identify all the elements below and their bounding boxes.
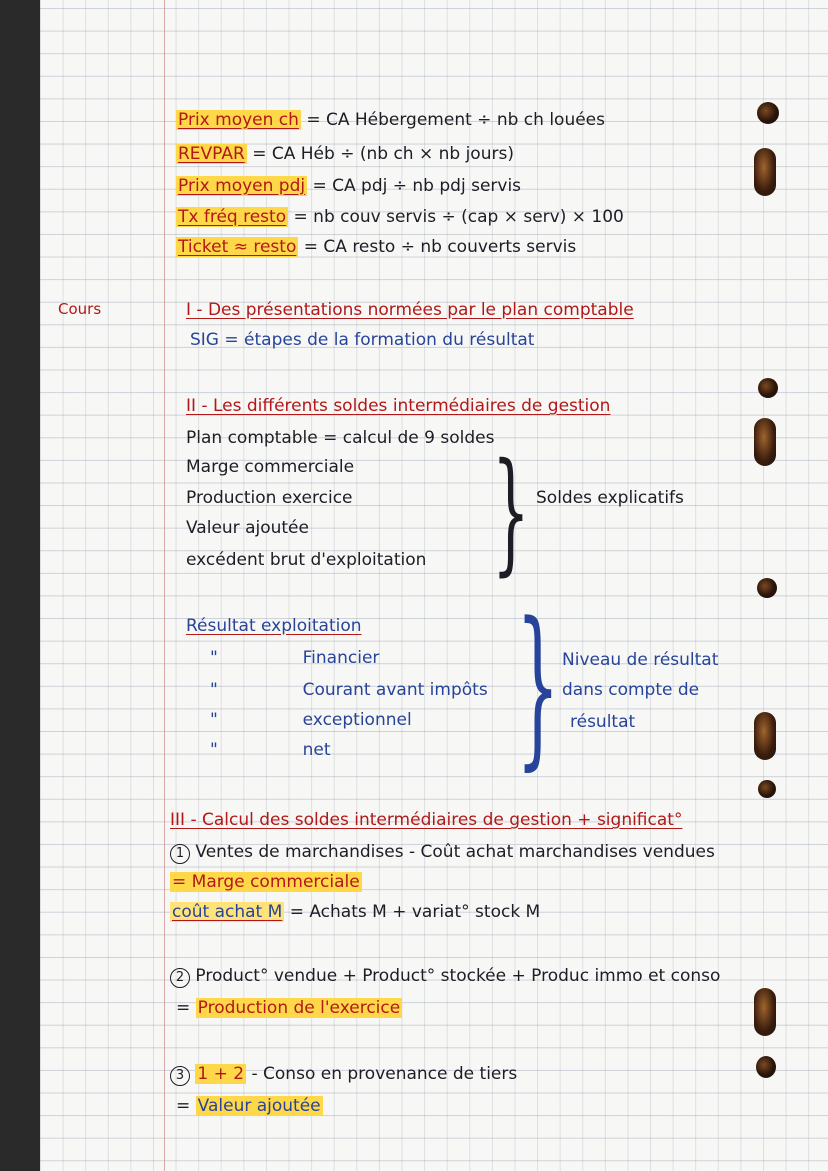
step-number: 2 <box>170 968 190 988</box>
notebook-page <box>40 0 828 1171</box>
formula-term: Prix moyen pdj <box>178 176 306 196</box>
step-1 <box>170 842 715 864</box>
margin-line <box>164 0 165 1171</box>
step-number: 1 <box>170 844 190 864</box>
formula-expr: = nb couv servis ÷ (cap × serv) × 100 <box>293 207 624 227</box>
resultat-row <box>210 648 379 668</box>
section-2-title: II - Les différents soldes intermédiaires de gestion <box>186 396 611 416</box>
step-3 <box>170 1064 517 1086</box>
equals-sign: = <box>176 1096 191 1116</box>
binder-hole <box>756 1056 776 1078</box>
step-result: Valeur ajoutée <box>197 1096 321 1116</box>
niveau-label-line: Niveau de résultat <box>562 650 719 670</box>
explicatif-item: Valeur ajoutée <box>186 518 309 538</box>
step-2-result <box>176 998 402 1018</box>
explicatif-item: Production exercice <box>186 488 353 508</box>
step-3-result <box>176 1096 323 1116</box>
binder-hole <box>754 148 776 196</box>
formula-expr: = CA pdj ÷ nb pdj servis <box>312 176 522 196</box>
binder-hole <box>754 988 776 1036</box>
explicatif-item: Marge commerciale <box>186 457 355 477</box>
niveau-label-line: dans compte de <box>562 680 700 700</box>
resultat-head: Résultat exploitation <box>186 616 362 636</box>
formula-prix-moyen-pdj <box>176 176 521 196</box>
ditto-mark: " <box>210 710 218 730</box>
step-result: = Marge commerciale <box>172 872 360 892</box>
brace-explicatifs: } <box>492 435 530 589</box>
binder-hole <box>754 712 776 760</box>
resultat-row <box>210 680 488 700</box>
step-2 <box>170 966 720 988</box>
step-text: - Conso en provenance de tiers <box>251 1064 518 1084</box>
section-1-line: SIG = étapes de la formation du résultat <box>190 330 535 350</box>
ditto-mark: " <box>210 648 218 668</box>
step-result: Production de l'exercice <box>197 998 401 1018</box>
binder-hole <box>754 418 776 466</box>
binder-hole <box>757 102 779 124</box>
resultat-row <box>210 740 331 760</box>
cout-expr: = Achats M + variat° stock M <box>289 902 541 922</box>
formula-expr: = CA Héb ÷ (nb ch × nb jours) <box>252 144 514 164</box>
soldes-explicatifs-label: Soldes explicatifs <box>536 488 684 508</box>
formula-tx-freq-resto <box>176 207 624 227</box>
ditto-mark: " <box>210 740 218 760</box>
formula-prix-moyen-ch <box>176 110 605 130</box>
resultat-row-text: exceptionnel <box>302 710 412 730</box>
margin-label-cours: Cours <box>58 300 102 318</box>
step-number: 3 <box>170 1066 190 1086</box>
resultat-row <box>210 710 412 730</box>
formula-expr: = CA resto ÷ nb couverts servis <box>303 237 577 257</box>
formula-term: REVPAR <box>178 144 245 164</box>
formula-term: Prix moyen ch <box>178 110 299 130</box>
section-1-title: I - Des présentations normées par le plan comptable <box>186 300 634 320</box>
binder-hole <box>758 780 776 798</box>
step-text: Ventes de marchandises - Coût achat marchandises vendues <box>195 842 715 862</box>
formula-ticket-resto <box>176 237 576 257</box>
binder-hole <box>757 578 777 598</box>
section-2-intro: Plan comptable = calcul de 9 soldes <box>186 428 495 448</box>
niveau-label-line: résultat <box>570 712 636 732</box>
explicatif-item: excédent brut d'exploitation <box>186 550 427 570</box>
step-text: Product° vendue + Product° stockée + Produc immo et conso <box>195 966 721 986</box>
step-1-result <box>170 872 362 892</box>
formula-term: Tx fréq resto <box>178 207 287 227</box>
step-3-operands: 1 + 2 <box>197 1064 245 1084</box>
binder-hole <box>758 378 778 398</box>
ditto-mark: " <box>210 680 218 700</box>
formula-expr: = CA Hébergement ÷ nb ch louées <box>306 110 605 130</box>
formula-term: Ticket ≈ resto <box>178 237 297 257</box>
resultat-row-text: Financier <box>302 648 380 668</box>
resultat-row-text: net <box>302 740 331 760</box>
cout-term: coût achat M <box>172 902 283 922</box>
formula-revpar <box>176 144 514 164</box>
resultat-row-text: Courant avant impôts <box>302 680 488 700</box>
brace-resultat: } <box>516 585 560 786</box>
cout-achat <box>170 902 540 922</box>
section-3-title: III - Calcul des soldes intermédiaires de gestion + significat° <box>170 810 683 830</box>
equals-sign: = <box>176 998 191 1018</box>
